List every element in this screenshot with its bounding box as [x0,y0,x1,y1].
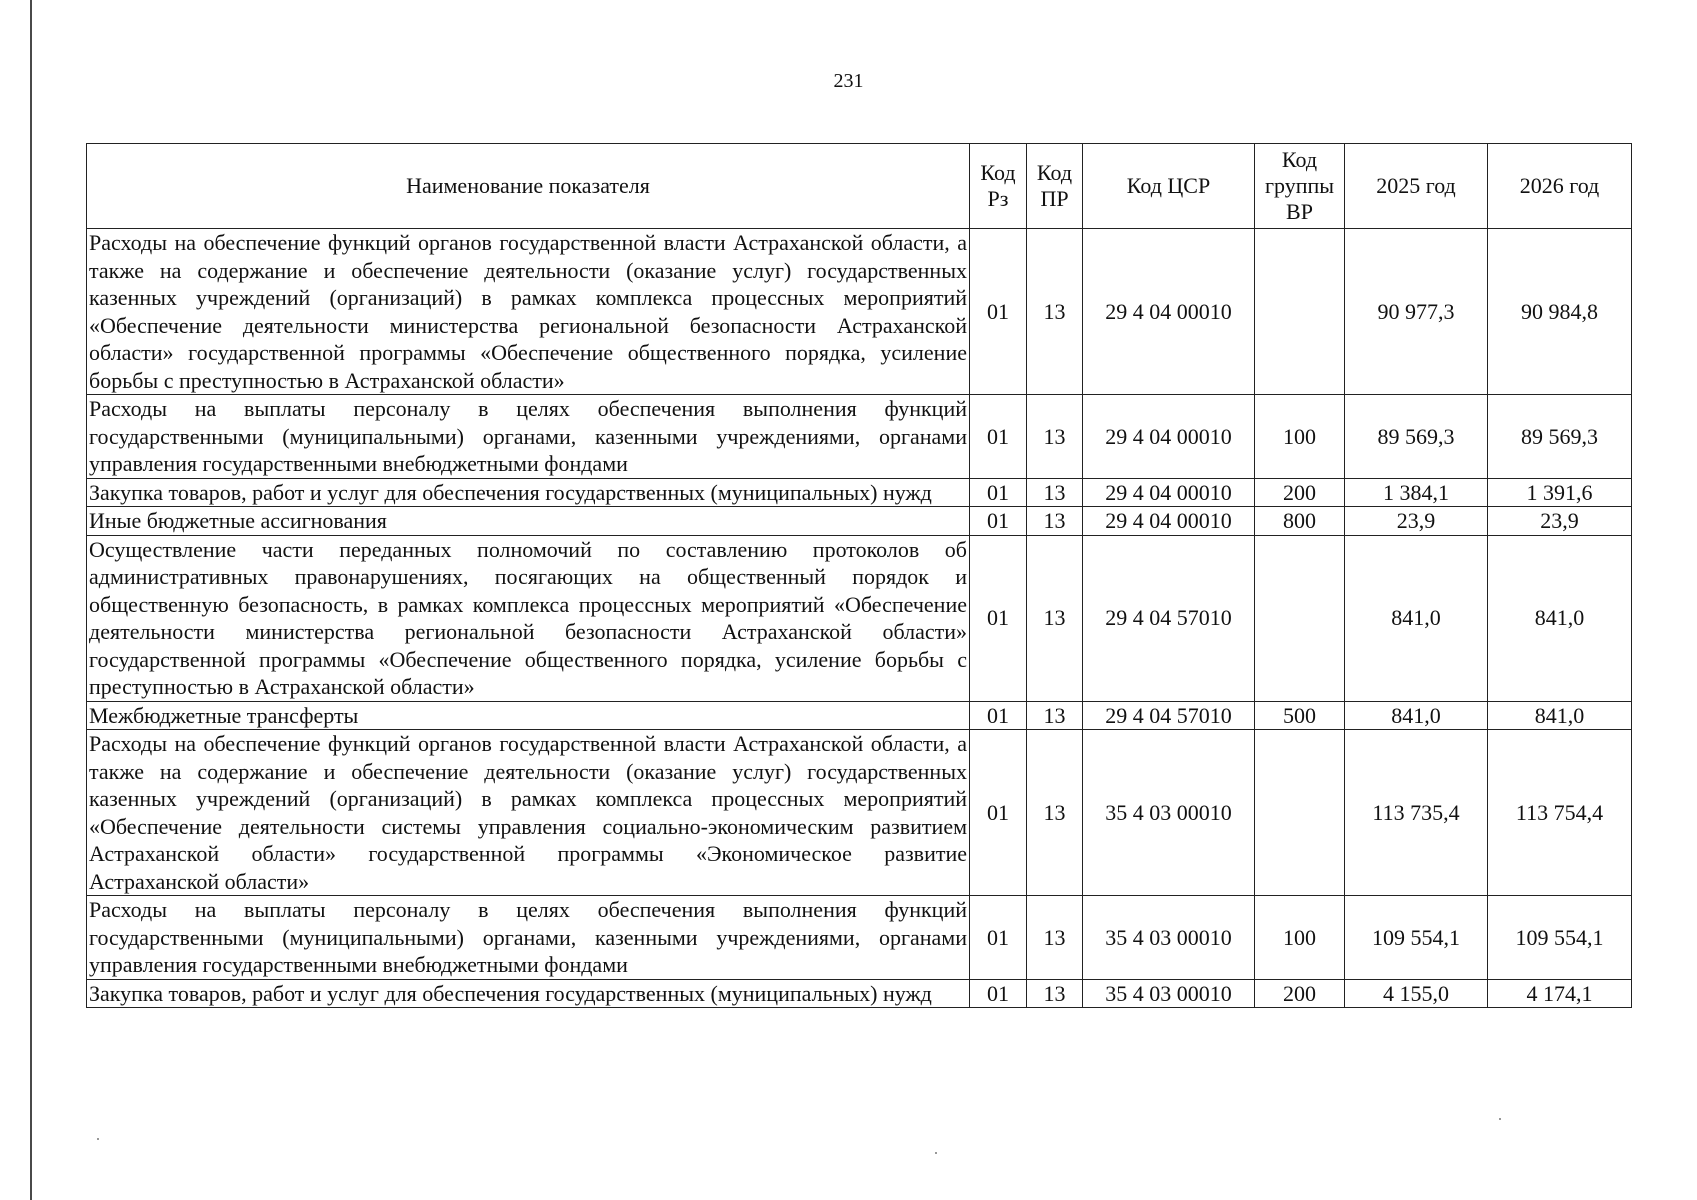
row-2025: 113 735,4 [1345,730,1488,896]
table-row [87,478,1632,507]
row-rz: 01 [970,896,1027,980]
row-2025: 4 155,0 [1345,979,1488,1008]
row-vr: 100 [1255,395,1345,479]
row-pr: 13 [1027,478,1083,507]
table-row [87,229,1632,395]
row-2025: 23,9 [1345,507,1488,536]
row-csr: 35 4 03 00010 [1083,896,1255,980]
row-name: Расходы на выплаты персоналу в целях обеспечения выполнения функций государственными (муниципальными) органами, казенными учреждениями, органами управления государственными внебюджетными фондами [87,896,970,980]
row-csr: 35 4 03 00010 [1083,730,1255,896]
row-vr: 100 [1255,896,1345,980]
row-csr: 35 4 03 00010 [1083,979,1255,1008]
table-row [87,730,1632,896]
row-vr [1255,229,1345,395]
row-csr: 29 4 04 00010 [1083,507,1255,536]
page-number: 231 [833,70,864,92]
row-2026: 89 569,3 [1488,395,1632,479]
row-rz: 01 [970,229,1027,395]
scan-edge-line [30,0,32,1200]
row-pr: 13 [1027,535,1083,701]
table-row [87,701,1632,730]
row-rz: 01 [970,979,1027,1008]
row-csr: 29 4 04 57010 [1083,701,1255,730]
row-2026: 90 984,8 [1488,229,1632,395]
row-name: Осуществление части переданных полномочий по составлению протоколов об административных правонарушениях, посягающих на общественный порядок и общественную безопасность, в рамках комплекса процессных мероприятий «Обеспечение деятельности министерства региональной безопасности Астраханской области» государственной программы «Обеспечение общественного порядка, усиление борьбы с преступностью в Астраханской области» [87,535,970,701]
row-csr: 29 4 04 00010 [1083,395,1255,479]
row-name: Расходы на обеспечение функций органов государственной власти Астраханской области, а также на содержание и обеспечение деятельности (оказание услуг) государственных казенных учреждений (организаций) в рамках комплекса процессных мероприятий «Обеспечение деятельности министерства региональной безопасности Астраханской области» государственной программы «Обеспечение общественного порядка, усиление борьбы с преступностью в Астраханской области» [87,229,970,395]
row-vr [1255,730,1345,896]
row-rz: 01 [970,395,1027,479]
header-2025: 2025 год [1345,144,1488,229]
row-pr: 13 [1027,395,1083,479]
table-row [87,896,1632,980]
budget-table [86,143,1632,1008]
row-2026: 841,0 [1488,535,1632,701]
table-header-row [87,144,1632,229]
row-pr: 13 [1027,229,1083,395]
table-row [87,395,1632,479]
table-row [87,535,1632,701]
row-name: Расходы на обеспечение функций органов государственной власти Астраханской области, а также на содержание и обеспечение деятельности (оказание услуг) государственных казенных учреждений (организаций) в рамках комплекса процессных мероприятий «Обеспечение деятельности системы управления социально-экономическим развитием Астраханской области» государственной программы «Экономическое развитие Астраханской области» [87,730,970,896]
row-pr: 13 [1027,507,1083,536]
row-name: Иные бюджетные ассигнования [87,507,970,536]
row-2026: 1 391,6 [1488,478,1632,507]
row-2026: 4 174,1 [1488,979,1632,1008]
scan-speck [935,1152,937,1154]
row-2025: 1 384,1 [1345,478,1488,507]
row-name: Закупка товаров, работ и услуг для обеспечения государственных (муниципальных) нужд [87,478,970,507]
row-2025: 841,0 [1345,701,1488,730]
row-name: Расходы на выплаты персоналу в целях обеспечения выполнения функций государственными (муниципальными) органами, казенными учреждениями, органами управления государственными внебюджетными фондами [87,395,970,479]
row-rz: 01 [970,701,1027,730]
row-2025: 89 569,3 [1345,395,1488,479]
row-csr: 29 4 04 57010 [1083,535,1255,701]
row-rz: 01 [970,507,1027,536]
row-rz: 01 [970,535,1027,701]
header-pr: Код ПР [1027,144,1083,229]
row-2025: 90 977,3 [1345,229,1488,395]
row-csr: 29 4 04 00010 [1083,229,1255,395]
row-pr: 13 [1027,979,1083,1008]
row-rz: 01 [970,478,1027,507]
row-2026: 841,0 [1488,701,1632,730]
header-rz: Код Рз [970,144,1027,229]
row-pr: 13 [1027,701,1083,730]
row-rz: 01 [970,730,1027,896]
row-name: Межбюджетные трансферты [87,701,970,730]
scan-speck [1499,1118,1501,1120]
header-vr: Код группы ВР [1255,144,1345,229]
header-name: Наименование показателя [87,144,970,229]
row-name: Закупка товаров, работ и услуг для обеспечения государственных (муниципальных) нужд [87,979,970,1008]
header-2026: 2026 год [1488,144,1632,229]
row-vr: 500 [1255,701,1345,730]
table-row [87,979,1632,1008]
row-2025: 841,0 [1345,535,1488,701]
row-pr: 13 [1027,730,1083,896]
row-vr [1255,535,1345,701]
row-vr: 200 [1255,979,1345,1008]
row-csr: 29 4 04 00010 [1083,478,1255,507]
scan-speck [97,1138,99,1140]
row-2026: 23,9 [1488,507,1632,536]
row-vr: 200 [1255,478,1345,507]
row-2026: 113 754,4 [1488,730,1632,896]
header-csr: Код ЦСР [1083,144,1255,229]
row-vr: 800 [1255,507,1345,536]
table-row [87,507,1632,536]
row-2025: 109 554,1 [1345,896,1488,980]
row-2026: 109 554,1 [1488,896,1632,980]
row-pr: 13 [1027,896,1083,980]
